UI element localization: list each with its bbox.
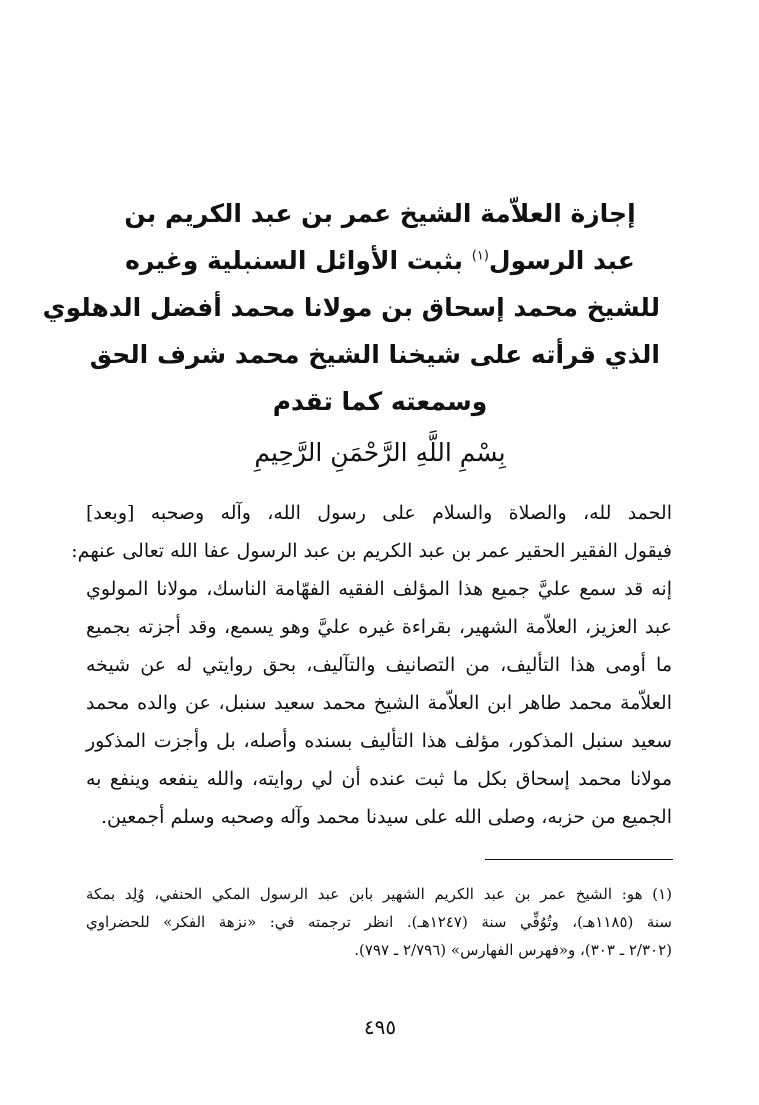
body-line: عبد العزيز، العلاّمة الشهير، بقراءة غيره عليَّ وهو يسمع، وقد أجزته بجميع [86, 616, 672, 638]
body-text [71, 494, 672, 836]
heading-line [100, 237, 660, 284]
heading-line: للشيخ محمد إسحاق بن مولانا محمد أفضل الدهلوي [42, 293, 660, 322]
heading-line: وسمعته كما تقدم [272, 387, 488, 416]
body-line: الجميع من حزبه، وصلى الله على سيدنا محمد وآله وصحبه وسلم أجمعين. [101, 806, 672, 828]
body-line: سعيد سنبل المذكور، مؤلف هذا التأليف بسنده وأصله، بل وأجزت المذكور [86, 730, 672, 752]
footnote [86, 880, 672, 964]
body-line: مولانا محمد إسحاق بكل ما ثبت عنده أن لي روايته، والله ينفعه وينفع به [86, 768, 672, 790]
section-heading [42, 190, 660, 425]
page-number: ٤٩٥ [363, 1015, 397, 1039]
footnote-line: سنة (١١٨٥هـ)، وتُوُفِّي سنة (١٢٤٧هـ). انظر ترجمته في: «نزهة الفكر» للحضراوي [86, 913, 672, 931]
body-line: إنه قد سمع عليَّ جميع هذا المؤلف الفقيه الفهّامة الناسك، مولانا المولوي [86, 578, 672, 600]
basmala: بِسْمِ اللَّهِ الرَّحْمَنِ الرَّحِيمِ [254, 438, 506, 467]
body-line: فيقول الفقير الحقير عمر بن عبد الكريم بن عبد الرسول عفا الله تعالى عنهم: [71, 540, 672, 562]
heading-line: الذي قرأته على شيخنا الشيخ محمد شرف الحق [89, 340, 660, 369]
footnote-divider [485, 859, 673, 860]
body-line: العلاّمة محمد طاهر ابن العلاّمة الشيخ محمد سعيد سنبل، عن والده محمد [86, 692, 672, 714]
heading-line: إجازة العلاّمة الشيخ عمر بن عبد الكريم بن [124, 199, 636, 228]
heading-line-part: عبد الرسول [488, 246, 635, 275]
footnote-line: (٢/٣٠٢ ـ ٣٠٣)، و«فهرس الفهارس» (٢/٧٩٦ ـ ٧٩٧). [354, 941, 672, 959]
footnote-line: (١) هو: الشيخ عمر بن عبد الكريم الشهير بابن عبد الرسول المكي الحنفي، وُلِد بمكة [86, 885, 672, 903]
body-line: الحمد لله، والصلاة والسلام على رسول الله، وآله وصحبه [وبعد] [86, 502, 672, 524]
footnote-reference: (١) [471, 248, 489, 264]
heading-line-part: بثبت الأوائل السنبلية وغيره [125, 246, 464, 275]
body-line: ما أومى هذا التأليف، من التصانيف والتآليف، بحق روايتي له عن شيخه [86, 654, 672, 676]
